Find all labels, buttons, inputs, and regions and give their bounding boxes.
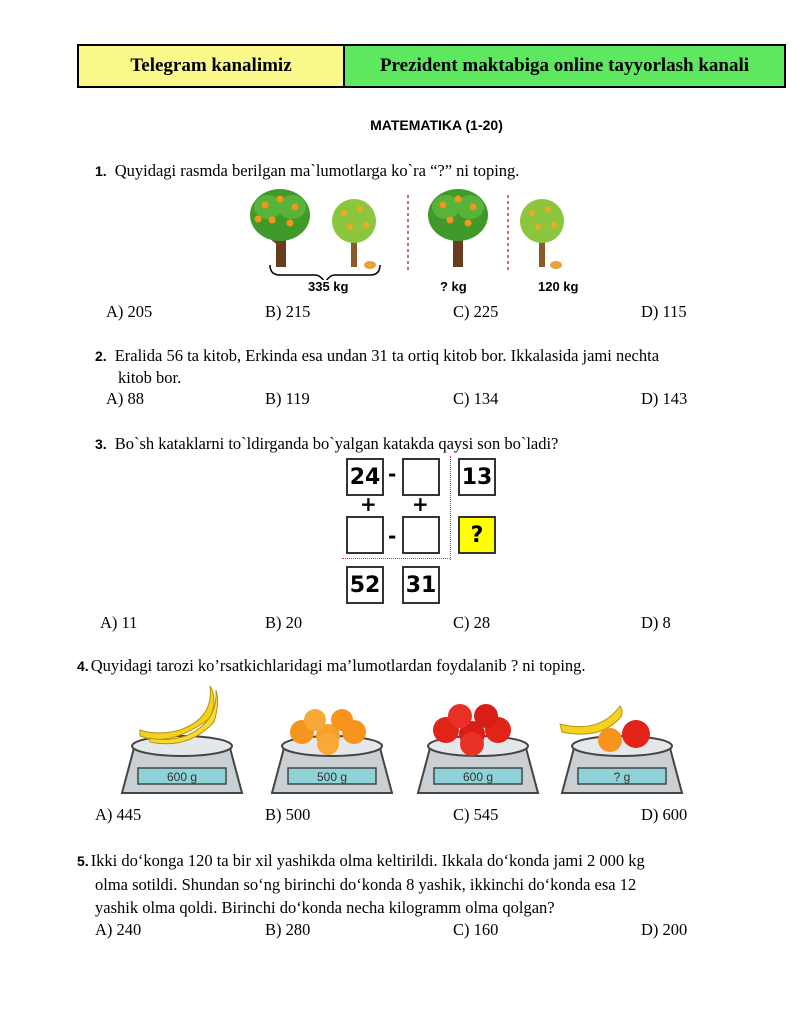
option-c[interactable]: C) 545	[453, 805, 499, 824]
option-a[interactable]: A) 445	[95, 805, 142, 824]
question-text: Eralida 56 ta kitob, Erkinda esa undan 31 ta ortiq kitob bor. Ikkalasida jami nechta	[114, 346, 660, 365]
trees-figure	[240, 185, 620, 280]
option-d[interactable]: D) 115	[641, 302, 687, 321]
option-d[interactable]: D) 143	[641, 389, 688, 408]
question-2	[95, 345, 659, 367]
grid-cell: 24	[346, 458, 384, 496]
grid-cell-empty[interactable]	[402, 458, 440, 496]
option-a[interactable]: A) 11	[100, 613, 138, 632]
scale-display: 600 g	[462, 770, 494, 784]
scales-figure	[110, 678, 700, 800]
grid-cell: 13	[458, 458, 496, 496]
orange-icon	[598, 728, 622, 752]
channel-name-label[interactable]: Prezident maktabiga online tayyorlash kanali	[345, 46, 784, 86]
apple-icon	[622, 720, 650, 748]
question-text: kitob bor.	[118, 368, 182, 387]
minus-sign: -	[388, 524, 397, 548]
option-b[interactable]: B) 119	[265, 389, 310, 408]
grid-cell: 31	[402, 566, 440, 604]
question-number: 1.	[95, 163, 107, 179]
option-d[interactable]: D) 200	[641, 920, 688, 939]
option-d[interactable]: D) 8	[641, 613, 671, 632]
header-banner	[77, 44, 786, 88]
tree-weight-label: 120 kg	[538, 279, 579, 294]
question-number: 4.	[77, 658, 89, 674]
grid-cell-empty[interactable]	[402, 516, 440, 554]
tree-weight-label: 335 kg	[308, 279, 349, 294]
option-d[interactable]: D) 600	[641, 805, 688, 824]
plus-sign: +	[360, 492, 377, 516]
question-number: 5.	[77, 853, 89, 869]
question-text: Quyidagi rasmda berilgan ma`lumotlarga ko`ra “?” ni toping.	[114, 161, 520, 180]
minus-sign: -	[388, 462, 397, 486]
scale-display: 500 g	[316, 770, 348, 784]
option-c[interactable]: C) 225	[453, 302, 499, 321]
page-title: MATEMATIKA (1-20)	[370, 117, 503, 133]
highlighted-cell[interactable]: ?	[458, 516, 496, 554]
question-text: Ikki do‘konga 120 ta bir xil yashikda olma keltirildi. Ikkala do‘konda jami 2 000 kg	[90, 851, 645, 870]
question-text: Quyidagi tarozi ko’rsatkichlaridagi ma’lumotlardan foydalanib ? ni toping.	[90, 656, 586, 675]
scale-icon	[562, 736, 682, 793]
question-text: olma sotildi. Shundan so‘ng birinchi do‘konda 8 yashik, ikkinchi do‘konda esa 12	[95, 875, 637, 894]
orange-tree-icon	[250, 189, 310, 267]
divider-line	[342, 558, 450, 559]
grid-cell: 52	[346, 566, 384, 604]
question-4	[77, 655, 586, 677]
question-1	[95, 160, 519, 182]
scale-display: 600 g	[166, 770, 198, 784]
question-5	[77, 850, 645, 872]
option-b[interactable]: B) 20	[265, 613, 303, 632]
number-grid-puzzle	[340, 452, 510, 612]
orange-tree-icon	[520, 199, 564, 269]
orange-tree-icon	[332, 199, 376, 269]
question-text: Bo`sh kataklarni to`ldirganda bo`yalgan katakda qaysi son bo`ladi?	[114, 434, 559, 453]
scale-icon	[122, 736, 242, 793]
option-c[interactable]: C) 28	[453, 613, 491, 632]
tree-weight-label: ? kg	[440, 279, 467, 294]
divider-line	[450, 456, 451, 560]
scale-display: ? g	[613, 770, 631, 784]
option-b[interactable]: B) 280	[265, 920, 311, 939]
option-a[interactable]: A) 205	[106, 302, 153, 321]
option-b[interactable]: B) 500	[265, 805, 311, 824]
grid-cell-empty[interactable]	[346, 516, 384, 554]
question-number: 2.	[95, 348, 107, 364]
option-c[interactable]: C) 134	[453, 389, 499, 408]
question-text: yashik olma qoldi. Birinchi do‘konda necha kilogramm olma qolgan?	[95, 898, 555, 917]
option-a[interactable]: A) 240	[95, 920, 142, 939]
plus-sign: +	[412, 492, 429, 516]
question-number: 3.	[95, 436, 107, 452]
option-c[interactable]: C) 160	[453, 920, 499, 939]
telegram-channel-label[interactable]: Telegram kanalimiz	[79, 46, 345, 86]
option-a[interactable]: A) 88	[106, 389, 145, 408]
option-b[interactable]: B) 215	[265, 302, 311, 321]
orange-tree-icon	[428, 189, 488, 267]
banana-icon	[140, 686, 218, 744]
brace-icon	[270, 265, 380, 280]
